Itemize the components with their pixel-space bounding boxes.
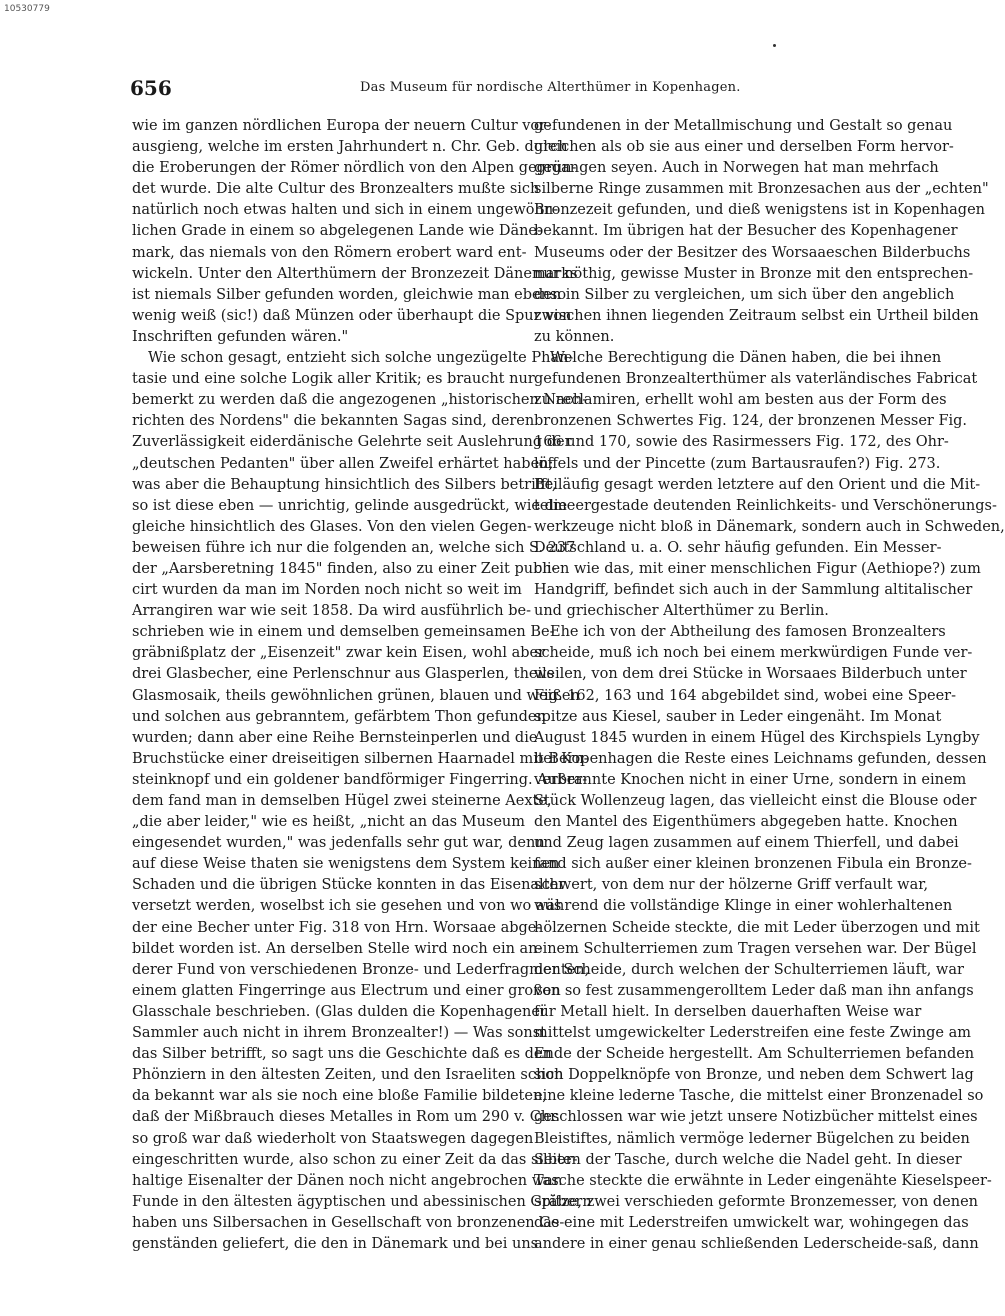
text-line: den in Silber zu vergleichen, um sich über den angeblich: [534, 286, 955, 303]
text-line: bronzenen Schwertes Fig. 124, der bronzenen Messer Fig.: [534, 413, 968, 430]
text-line: „die aber leider," wie es heißt, „nicht an das Museum: [132, 814, 526, 831]
text-line: und griechischer Alterthümer zu Berlin.: [534, 603, 829, 620]
text-line: während die vollständige Klinge in einer wohlerhaltenen: [534, 898, 953, 915]
text-line: fand sich außer einer kleinen bronzenen Fibula ein Bronze-: [534, 856, 972, 873]
text-line: ist niemals Silber gefunden worden, gleichwie man ebenso: [132, 286, 567, 303]
text-line: genständen geliefert, die den in Dänemark und bei uns: [132, 1235, 539, 1252]
text-line: löffels und der Pincette (zum Bartausraufen?) Fig. 273.: [534, 455, 941, 472]
text-line: chen wie das, mit einer menschlichen Figur (Aethiope?) zum: [534, 560, 981, 577]
text-line: Bronzezeit gefunden, und dieß wenigstens ist in Kopenhagen: [534, 202, 986, 219]
text-line: Inschriften gefunden wären.": [132, 328, 349, 345]
text-line: gleichen als ob sie aus einer und derselben Form hervor-: [534, 139, 954, 156]
text-line: bekannt. Im übrigen hat der Besucher des Kopenhagener: [534, 223, 958, 240]
text-line: ausgieng, welche im ersten Jahrhundert n. Chr. Geb. durch: [132, 139, 568, 156]
text-line: spitze, zwei verschieden geformte Bronzemesser, von denen: [534, 1193, 979, 1210]
text-line: Fig. 162, 163 und 164 abgebildet sind, wobei eine Speer-: [534, 687, 957, 704]
text-line: weilen, von dem drei Stücke in Worsaaes Bilderbuch unter: [534, 666, 967, 683]
text-line: schwert, von dem nur der hölzerne Griff verfault war,: [534, 877, 929, 894]
text-line: det wurde. Die alte Cultur des Bronzealters mußte sich: [132, 181, 540, 198]
text-line: lichen Grade in einem so abgelegenen Lande wie Däne-: [132, 223, 542, 240]
text-line: Schaden und die übrigen Stücke konnten in das Eisenalter: [132, 877, 566, 894]
text-line: einem glatten Fingerringe aus Electrum und einer großen: [132, 982, 561, 999]
text-line: wurden; dann aber eine Reihe Bernsteinperlen und die: [132, 729, 538, 746]
text-line: zwischen ihnen liegenden Zeitraum selbst ein Urtheil bilden: [534, 307, 979, 324]
text-line: gegangen seyen. Auch in Norwegen hat man mehrfach: [534, 160, 939, 177]
text-line: einem Schulterriemen zum Tragen versehen war. Der Bügel: [534, 940, 977, 957]
text-line: das eine mit Lederstreifen umwickelt war, wohingegen das: [534, 1214, 969, 1231]
text-line: auf diese Weise thaten sie wenigstens dem System keinen: [132, 856, 560, 873]
text-line: Phönziern in den ältesten Zeiten, und den Israeliten schon: [132, 1067, 564, 1084]
text-line: geschlossen war wie jetzt unsere Notizbücher mittelst eines: [534, 1109, 978, 1126]
text-line: eingesendet wurden," was jedenfalls sehr gut war, denn: [132, 835, 545, 852]
text-line: zu können.: [534, 328, 615, 345]
text-line: so groß war daß wiederholt von Staatswegen dagegen: [132, 1130, 534, 1147]
text-line: spitze aus Kiesel, sauber in Leder eingenäht. Im Monat: [534, 708, 942, 725]
text-line: hölzernen Scheide steckte, die mit Leder überzogen und mit: [534, 919, 980, 936]
text-line: schrieben wie in einem und demselben gemeinsamen Be-: [132, 624, 555, 641]
text-line: tasie und eine solche Logik aller Kritik; es braucht nur: [132, 371, 535, 388]
text-line: da bekannt war als sie noch eine bloße Familie bildeten,: [132, 1088, 547, 1105]
ink-speck: [773, 44, 776, 47]
text-line: Handgriff, befindet sich auch in der Sammlung altitalischer: [534, 582, 973, 599]
text-line: beweisen führe ich nur die folgenden an, welche sich S. 237: [132, 539, 576, 556]
text-line: Tasche steckte die erwähnte in Leder eingenähte Kieselspeer-: [534, 1172, 992, 1189]
text-line: Deutschland u. a. O. sehr häufig gefunden. Ein Messer-: [534, 539, 942, 556]
text-line: Wie schon gesagt, entzieht sich solche ungezügelte Phan-: [148, 350, 574, 367]
text-line: Bleistiftes, nämlich vermöge lederner Bügelchen zu beiden: [534, 1130, 970, 1147]
text-line: der „Aarsberetning 1845" finden, also zu einer Zeit publi-: [132, 560, 557, 577]
text-line: 166 und 170, sowie des Rasirmessers Fig. 172, des Ohr-: [534, 434, 949, 451]
text-line: haltige Eisenalter der Dänen noch nicht angebrochen war.: [132, 1172, 563, 1189]
text-line: Beiläufig gesagt werden letztere auf den Orient und die Mit-: [534, 476, 981, 493]
text-line: Funde in den ältesten ägyptischen und abessinischen Gräbern: [132, 1193, 592, 1210]
text-line: richten des Nordens" die bekannten Sagas sind, deren: [132, 413, 535, 430]
text-line: Ehe ich von der Abtheilung des famosen Bronzealters: [550, 624, 946, 641]
text-line: den Mantel des Eigenthümers abgegeben hatte. Knochen: [534, 814, 958, 831]
text-line: was aber die Behauptung hinsichtlich des Silbers betrifft,: [132, 476, 557, 493]
text-line: der eine Becher unter Fig. 318 von Hrn. Worsaae abge-: [132, 919, 542, 936]
text-line: andere in einer genau schließenden Lederscheide-saß, dann: [534, 1235, 979, 1252]
text-line: mark, das niemals von den Römern erobert ward ent-: [132, 244, 527, 261]
text-line: werkzeuge nicht bloß in Dänemark, sondern auch in Schweden,: [534, 518, 1005, 535]
text-line: „deutschen Pedanten" über allen Zweifel erhärtet haben;: [132, 455, 554, 472]
text-line: sich Doppelknöpfe von Bronze, und neben dem Schwert lag: [534, 1067, 974, 1084]
text-line: wie im ganzen nördlichen Europa der neuern Cultur vor-: [132, 118, 551, 134]
text-line: scheide, muß ich noch bei einem merkwürdigen Funde ver-: [534, 645, 973, 662]
text-line: gleiche hinsichtlich des Glases. Von den vielen Gegen-: [132, 518, 532, 535]
text-line: Zuverlässigkeit eiderdänische Gelehrte seit Auslehrung der: [132, 434, 572, 451]
text-line: versetzt werden, woselbst ich sie gesehen und von wo aus: [132, 898, 562, 915]
text-line: Seiten der Tasche, durch welche die Nadel geht. In dieser: [534, 1151, 962, 1168]
text-line: eingeschritten wurde, also schon zu einer Zeit da das silber-: [132, 1151, 578, 1168]
text-line: gräbnißplatz der „Eisenzeit" zwar kein Eisen, wohl aber: [132, 645, 546, 662]
text-line: gefundenen in der Metallmischung und Gestalt so genau: [534, 118, 953, 134]
text-line: natürlich noch etwas halten und sich in einem ungewöhn-: [132, 202, 559, 219]
text-line: eine kleine lederne Tasche, die mittelst einer Bronzenadel so: [534, 1088, 984, 1105]
text-line: das Silber betrifft, so sagt uns die Geschichte daß es den: [132, 1046, 552, 1063]
text-line: gefundenen Bronzealterthümer als vaterländisches Fabricat: [534, 371, 978, 388]
text-line: bei Kopenhagen die Reste eines Leichnams gefunden, dessen: [534, 750, 987, 767]
text-line: und solchen aus gebranntem, gefärbtem Thon gefunden: [132, 708, 546, 725]
text-line: Stück Wollenzeug lagen, das vielleicht einst die Blouse oder: [534, 793, 977, 809]
text-line: von so fest zusammengerolltem Leder daß man ihn anfangs: [534, 982, 974, 999]
text-line: zu reclamiren, erhellt wohl am besten aus der Form des: [534, 392, 947, 409]
scan-id-label: 10530779: [4, 4, 50, 14]
text-line: Glasschale beschrieben. (Glas dulden die Kopenhagener: [132, 1003, 547, 1020]
text-line: Bruchstücke einer dreiseitigen silbernen Haarnadel mit Bern-: [132, 750, 589, 767]
text-line: verbrannte Knochen nicht in einer Urne, sondern in einem: [534, 771, 967, 788]
text-line: telmeergestade deutenden Reinlichkeits- und Verschönerungs-: [534, 497, 997, 514]
text-line: Museums oder der Besitzer des Worsaaeschen Bilderbuchs: [534, 244, 971, 261]
text-line: Ende der Scheide hergestellt. Am Schulterriemen befanden: [534, 1046, 975, 1063]
text-line: Welche Berechtigung die Dänen haben, die bei ihnen: [550, 350, 942, 367]
text-line: und Zeug lagen zusammen auf einem Thierfell, und dabei: [534, 835, 959, 852]
text-line: Sammler auch nicht in ihrem Bronzealter!) — Was sonst: [132, 1025, 547, 1042]
text-line: der Scheide, durch welchen der Schulterriemen läuft, war: [534, 961, 964, 978]
text-line: August 1845 wurden in einem Hügel des Kirchspiels Lyngby: [534, 729, 980, 746]
text-line: derer Fund von verschiedenen Bronze- und Lederfragmenten,: [132, 961, 590, 978]
text-line: bildet worden ist. An derselben Stelle wird noch ein an-: [132, 940, 543, 957]
text-line: wickeln. Unter den Alterthümern der Bronzezeit Dänemarks: [132, 265, 578, 282]
text-line: haben uns Silbersachen in Gesellschaft von bronzenen Ge-: [132, 1214, 565, 1231]
running-title: Das Museum für nordische Alterthümer in Kopenhagen.: [360, 80, 741, 95]
page-number: 656: [130, 76, 172, 100]
page-header: [130, 76, 906, 106]
text-line: drei Glasbecher, eine Perlenschnur aus Glasperlen, theils: [132, 666, 555, 683]
text-line: daß der Mißbrauch dieses Metalles in Rom um 290 v. Chr.: [132, 1109, 561, 1126]
text-line: die Eroberungen der Römer nördlich von den Alpen gegrün-: [132, 160, 577, 177]
text-line: cirt wurden da man im Norden noch nicht so weit im: [132, 582, 522, 599]
text-line: wenig weiß (sic!) daß Münzen oder überhaupt die Spur von: [132, 307, 572, 324]
text-line: Glasmosaik, theils gewöhnlichen grünen, blauen und weißen: [132, 687, 580, 704]
text-line: so ist diese eben — unrichtig, gelinde ausgedrückt, wie die: [132, 497, 568, 514]
text-line: bemerkt zu werden daß die angezogenen „historischen Nach-: [132, 392, 588, 409]
text-line: mittelst umgewickelter Lederstreifen eine feste Zwinge am: [534, 1025, 972, 1042]
right-text-column: [534, 116, 1005, 1255]
text-line: steinknopf und ein goldener bandförmiger Fingerring. Außer-: [132, 771, 588, 788]
text-line: Arrangiren war wie seit 1858. Da wird ausführlich be-: [132, 603, 532, 620]
text-line: silberne Ringe zusammen mit Bronzesachen aus der „echten": [534, 181, 989, 198]
text-line: dem fand man in demselben Hügel zwei steinerne Aexte,: [132, 793, 552, 809]
text-line: für Metall hielt. In derselben dauerhaften Weise war: [534, 1003, 922, 1020]
text-line: nur nöthig, gewisse Muster in Bronze mit den entsprechen-: [534, 265, 974, 282]
